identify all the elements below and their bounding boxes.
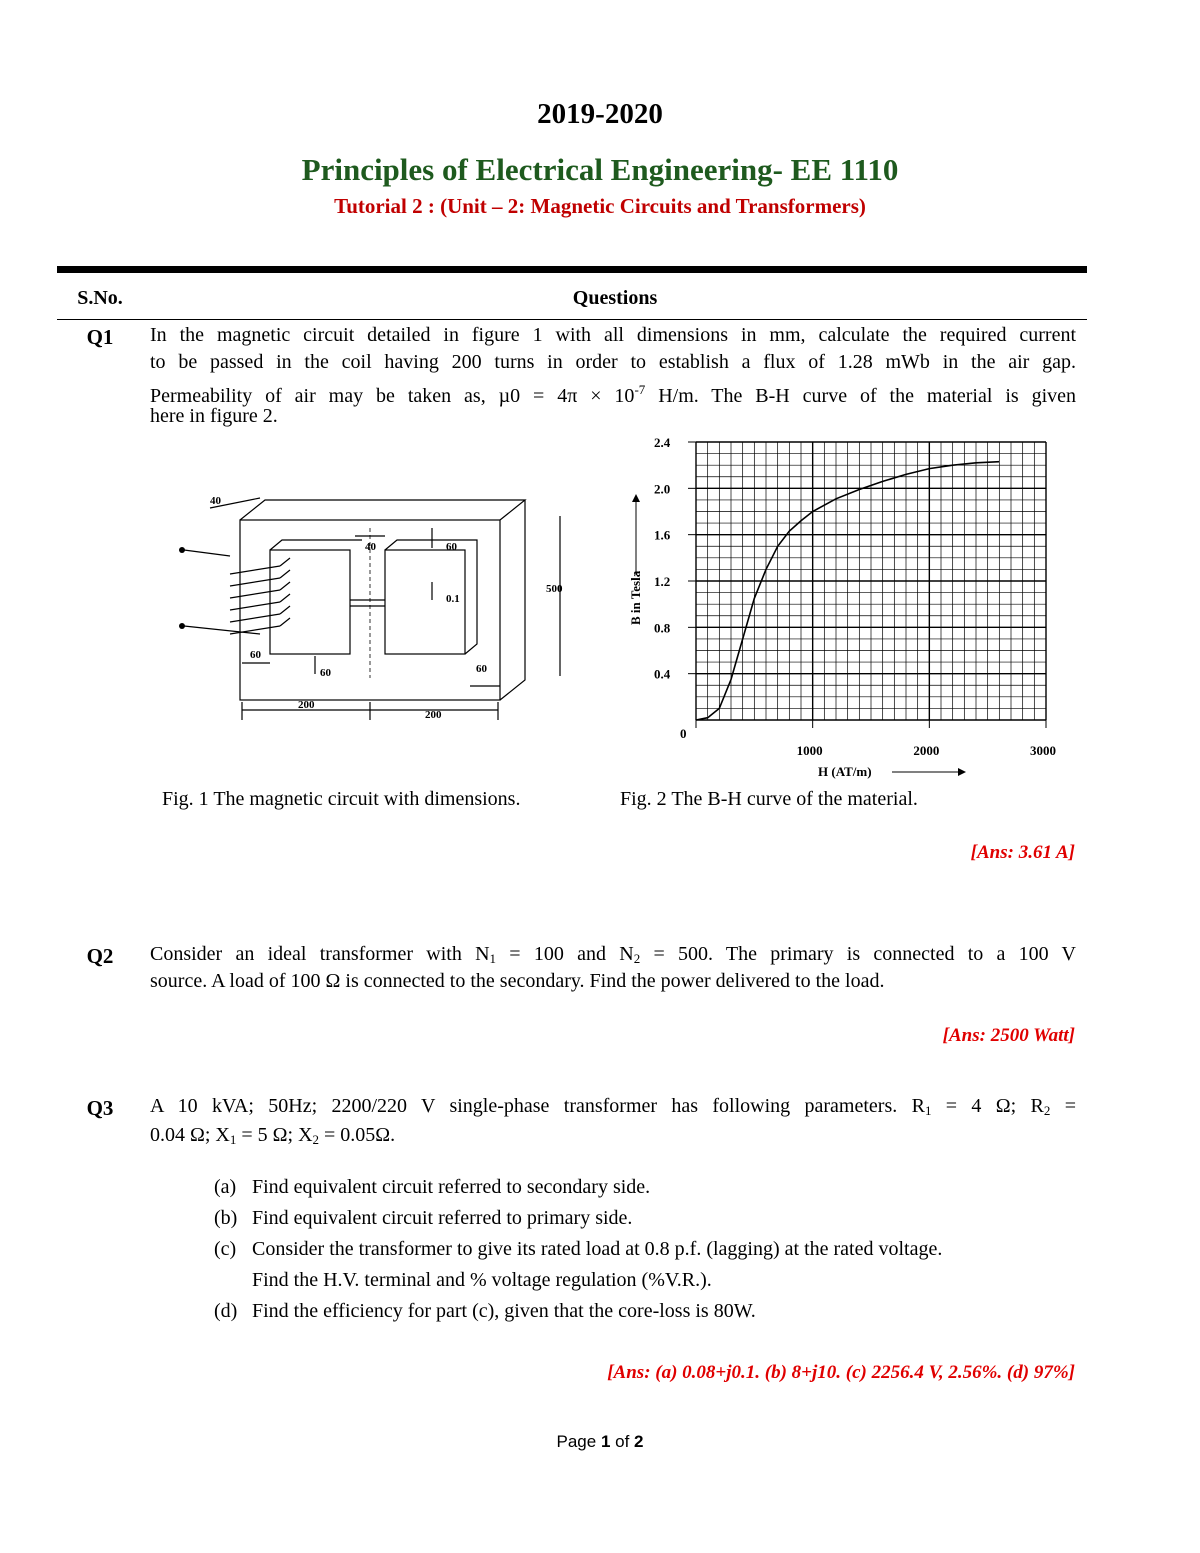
q3-text-line-2: 0.04 Ω; $X_1 = 5$ Ω; $X_2 = 0.05\Omega$.: [150, 1124, 396, 1147]
q1-text-line-1: In the magnetic circuit detailed in figure 1 with all dimensions in mm, calculate the required current: [150, 324, 1076, 346]
coil-lead-top: [184, 550, 230, 556]
q1-answer: [Ans: 3.61 A]: [970, 842, 1075, 863]
chart-grid: [696, 442, 1046, 720]
q1-text-line-3: Permeability of air may be taken as, $\mu 0 = 4\pi \times 10^{-7}$ H/m. The B-H curve of the material is given: [150, 382, 1077, 407]
dim-label-60-left: 60: [250, 649, 261, 661]
dim-label-60-bottom: 60: [320, 667, 331, 679]
x-tick-label: 0: [680, 726, 687, 741]
y-tick-label: 2.0: [654, 481, 671, 497]
column-header-questions: Questions: [572, 287, 658, 309]
q1-exponent: -7: [634, 382, 646, 397]
q1-text-line-2: to be passed in the coil having 200 turns in order to establish a flux of 1.28 mWb in the air gap.: [150, 351, 1076, 373]
dim-label-500: 500: [546, 583, 563, 595]
coil-terminal-2: [179, 623, 185, 629]
dim-label-60-right: 60: [476, 663, 487, 675]
coil: [230, 558, 290, 634]
x-tick-label: 1000: [796, 743, 823, 758]
dim-label-gap: 0.1: [446, 593, 460, 605]
q2-answer: [Ans: 2500 Watt]: [942, 1025, 1075, 1046]
y-tick-label: 2.4: [654, 435, 671, 450]
question-number-q2: Q2: [86, 944, 114, 968]
coil-terminal-1: [179, 547, 185, 553]
q3-answer: [Ans: (a) 0.08+j0.1. (b) 8+j10. (c) 2256.4 V, 2.56%. (d) 97%]: [607, 1362, 1075, 1383]
x-tick-label: 2000: [913, 743, 940, 758]
y-tick-label: 0.4: [654, 666, 671, 682]
table-top-rule: [57, 266, 1087, 273]
document-year: 2019-2020: [537, 98, 663, 130]
page-footer: Page 1 of 2: [556, 1432, 644, 1451]
magnetic-circuit-figure: [170, 488, 590, 728]
y-tick-label: 1.6: [654, 527, 671, 543]
tutorial-title: Tutorial 2 : (Unit – 2: Magnetic Circuits and Transformers): [334, 194, 866, 218]
y-tick-label: 1.2: [654, 574, 671, 589]
dim-label-40-inner: 40: [365, 541, 376, 553]
coil-lead-bottom: [184, 626, 260, 634]
list-item: (d) Find the efficiency for part (c), given that the core-loss is 80W.: [214, 1300, 756, 1322]
figure-1-caption: Fig. 1 The magnetic circuit with dimensions.: [162, 788, 521, 810]
list-item: (b) Find equivalent circuit referred to primary side.: [214, 1207, 633, 1229]
figure-2-caption: Fig. 2 The B-H curve of the material.: [620, 788, 918, 810]
question-number-q1: Q1: [86, 325, 114, 349]
x-tick-label: 3000: [1030, 743, 1056, 758]
bh-curve-chart: [610, 430, 1080, 785]
x-axis-arrowhead: [958, 768, 966, 776]
core-side-face: [500, 500, 525, 700]
y-axis-arrowhead: [632, 494, 640, 502]
q3-text-line-1: A 10 kVA; 50Hz; 2200/220 V single-phase transformer has following parameters. $R_1 = 4$ Ω; $R_2$ =: [150, 1095, 1077, 1118]
core-top-face: [240, 500, 525, 520]
q2-text-line-1: Consider an ideal transformer with $N_1 = 100$ and $N_2 = 500$. The primary is connected to a 100 V: [150, 943, 1076, 966]
chart-x-axis-label: H (AT/m): [818, 764, 872, 779]
dim-label-40-top: 40: [210, 495, 221, 507]
dim-label-60-top: 60: [446, 541, 457, 553]
list-item: (c) Consider the transformer to give its rated load at 0.8 p.f. (lagging) at the rated voltage.: [214, 1238, 943, 1260]
course-title: Principles of Electrical Engineering- EE 1110: [301, 152, 899, 187]
question-number-q3: Q3: [86, 1096, 114, 1120]
table-header-rule: [57, 319, 1087, 320]
list-item: (a) Find equivalent circuit referred to secondary side.: [214, 1176, 651, 1198]
dim-label-200-right: 200: [425, 709, 442, 721]
column-header-sno: S.No.: [77, 287, 123, 309]
list-item: Find the H.V. terminal and % voltage regulation (%V.R.).: [252, 1269, 712, 1291]
q3-parts-list: [214, 1172, 1084, 1327]
y-tick-label: 0.8: [654, 620, 671, 636]
q1-text-line-4: here in figure 2.: [150, 405, 278, 427]
core-left-window: [270, 550, 350, 654]
chart-y-axis-label: B in Tesla: [628, 570, 643, 625]
dim-label-200-left: 200: [298, 699, 315, 711]
q2-text-line-2: source. A load of 100 Ω is connected to the secondary. Find the power delivered to the load.: [150, 970, 885, 992]
